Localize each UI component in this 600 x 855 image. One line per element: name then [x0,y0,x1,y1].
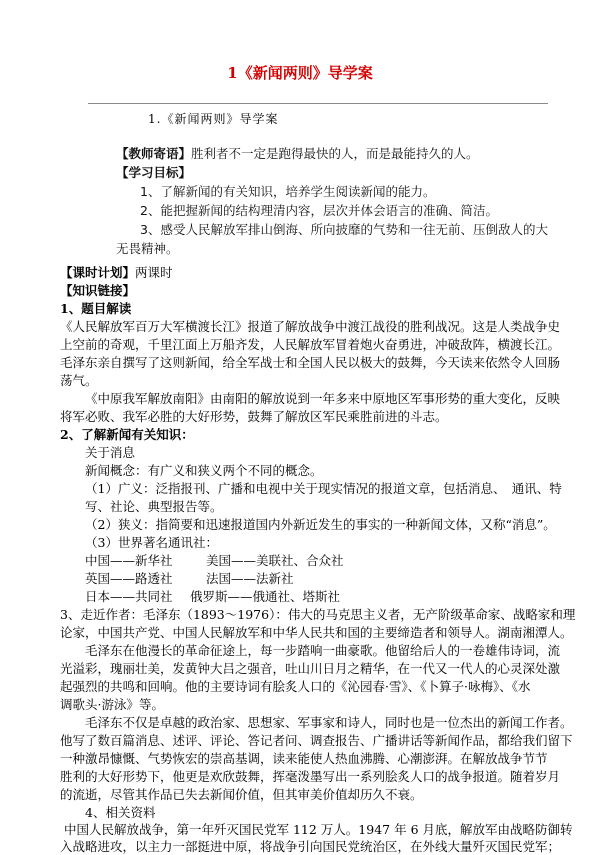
agency-entry: 日本——共同社 [85,589,173,604]
paragraph-line: 上空前的奇观，千里江面上万船齐发，人民解放军冒着炮火奋勇进，冲破敌阵，横渡长江。 [60,337,561,352]
agency-entry: 法国——法新社 [206,571,294,586]
lesson-plan-label: 【课时计划】 [60,265,136,280]
agency-entry: 美国——美联社、合众社 [206,553,344,568]
paragraph-line: 起强烈的共鸣和回响。他的主要诗词有脍炙人口的《沁园春·雪》、《卜算子·咏梅》、《水 [60,679,531,694]
document-subtitle: 1.《新闻两则》导学案 [148,112,279,126]
knowledge-link-label: 【知识链接】 [60,283,136,298]
paragraph-line: 关于消息 [85,445,136,460]
teacher-message [116,146,479,162]
agency-entry: 中国——新华社 [85,553,173,568]
lesson-plan [60,265,173,281]
paragraph-line: 论家，中国共产党、中国人民解放军和中华人民共和国的主要缔造者和领导人。湖南湘潭人。 [60,625,573,640]
paragraph-line: 光溢彩，瑰丽壮美，发黄钟大吕之强音，吐山川日月之精华，在一代又一代人的心灵深处激 [60,661,561,676]
teacher-message-text: 胜利者不一定是跑得最快的人，而是最能持久的人。 [191,146,479,161]
paragraph-line: 一种激昂慷慨、气势恢宏的崇高基调，读来能使人热血沸腾、心潮澎湃。在解放战争节节 [60,751,548,766]
paragraph-line: （3）世界著名通讯社： [85,535,218,550]
paragraph-line: 3、走近作者：毛泽东（1893～1976）：伟大的马克思主义者，无产阶级革命家、战略家和理 [60,607,576,622]
page-title: 1《新闻两则》导学案 [227,64,373,82]
paragraph-line: 写、社论、典型报告等。 [85,499,223,514]
paragraph-line: 调歌头·游泳》等。 [60,697,164,712]
paragraph-line: 将军必败、我军必胜的大好形势，鼓舞了解放区军民乘胜前进的斗志。 [60,409,448,424]
paragraph-line: 他写了数百篇消息、述评、评论、答记者问、调查报告、广播讲话等新闻作品，都给我们留下 [60,733,573,748]
paragraph-line: （2）狭义：指简要和迅速报道国内外新近发生的事实的一种新闻文体，又称“消息”。 [85,517,556,532]
lesson-plan-text: 两课时 [135,265,173,280]
paragraph-line: 毛泽东不仅是卓越的政治家、思想家、军事家和诗人，同时也是一位杰出的新闻工作者。 [85,715,573,730]
learning-goal-item: 3、感受人民解放军排山倒海、所向披靡的气势和一往无前、压倒敌人的大 [140,222,548,237]
paragraph-line: 入战略进攻，以主力一部挺进中原，将战争引向国民党统治区，在外线大量歼灭国民党军； [60,839,561,854]
learning-goal-item: 2、能把握新闻的结构理清内容，层次并体会语言的准确、简洁。 [140,203,498,218]
learning-goals-label: 【学习目标】 [116,165,192,180]
section-heading: 2、了解新闻有关知识： [60,427,194,442]
section-heading: 1、题目解读 [60,301,132,316]
paragraph-line: 《中原我军解放南阳》由南阳的解放说到一年多来中原地区军事形势的重大变化，反映 [85,391,561,406]
section-heading: 4、相关资料 [85,805,156,820]
agency-entry: 英国——路透社 [85,571,173,586]
learning-goal-item: 1、了解新闻的有关知识，培养学生阅读新闻的能力。 [140,184,436,199]
paragraph-line: （1）广义：泛指报刊、广播和电视中关于现实情况的报道文章，包括消息、 通讯、特 [85,481,562,496]
header-divider [88,103,548,104]
paragraph-line: 胜利的大好形势下，他更是欢欣鼓舞，挥毫泼墨写出一系列脍炙人口的战争报道。随着岁月 [60,769,561,784]
paragraph-line: 荡气。 [60,373,98,388]
paragraph-line: 中国人民解放战争，第一年歼灭国民党军 112 万人。1947 年 6 月底，解放军由战略防御转 [64,822,573,837]
teacher-message-label: 【教师寄语】 [116,146,192,161]
paragraph-line: 新闻概念：有广义和狭义两个不同的概念。 [85,463,323,478]
agency-entry: 俄罗斯——俄通社、塔斯社 [190,589,341,604]
paragraph-line: 毛泽东在他漫长的革命征途上，每一步踏响一曲豪歌。他留给后人的一卷雄伟诗词，流 [85,643,561,658]
paragraph-line: 《人民解放军百万大军横渡长江》报道了解放战争中渡江战役的胜利战况。这是人类战争史 [60,319,561,334]
learning-goal-item: 无畏精神。 [116,241,179,256]
paragraph-line: 毛泽东亲自撰写了这则新闻，给全军战士和全国人民以极大的鼓舞，今天读来依然令人回肠 [60,355,561,370]
paragraph-line: 的流逝，尽管其作品已失去新闻价值，但其审美价值却历久不衰。 [60,787,423,802]
